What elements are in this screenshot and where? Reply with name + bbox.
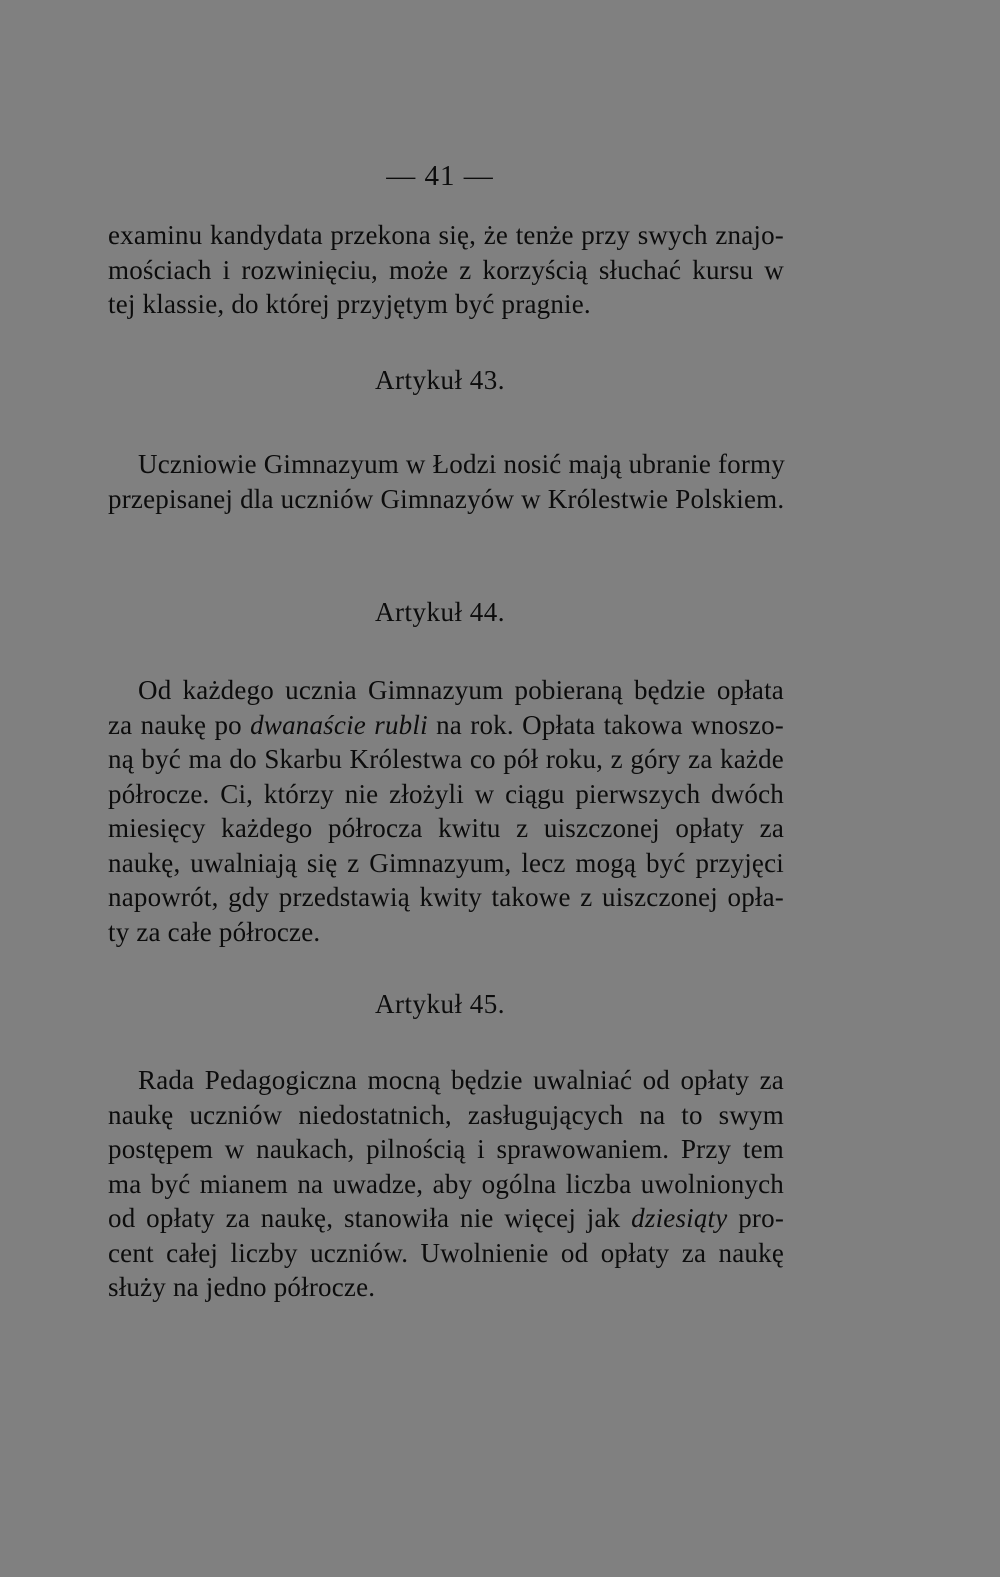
text-line: ma być mianem na uwadze, aby ogólna liczba uwolnionych [108, 1168, 784, 1199]
text-span: na rok. Opłata takowa wnoszo- [427, 709, 784, 740]
text-line: miesięcy każdego półrocza kwitu z uiszczonej opłaty za [108, 813, 784, 843]
article-43-heading: Artykuł 43. [375, 365, 505, 395]
text-line: postępem w naukach, pilnością i sprawowaniem. Przy tem [108, 1134, 784, 1164]
text-line: naukę uczniów niedostatnich, zasługujących na to swym [108, 1099, 784, 1130]
percent-italic: dziesiąty [631, 1203, 728, 1233]
text-line [108, 1201, 784, 1236]
text-line: Rada Pedagogiczna mocną będzie uwalniać od opłaty za [138, 1065, 784, 1095]
article-43-paragraph [108, 447, 784, 516]
text-line: Uczniowie Gimnazyum w Łodzi nosić mają ubranie formy [138, 449, 785, 479]
text-line: ną być ma do Skarbu Królestwa co pół roku, z góry za każde [108, 744, 784, 774]
article-44-paragraph [108, 673, 784, 949]
text-line: służy na jedno półrocze. [108, 1272, 376, 1302]
text-span: za naukę po [108, 709, 251, 740]
article-45-heading: Artykuł 45. [375, 989, 505, 1019]
fee-amount-italic: dwanaście rubli [250, 709, 428, 740]
text-line: naukę, uwalniają się z Gimnazyum, lecz mogą być przyjęci [108, 847, 784, 878]
text-span: od opłaty za naukę, stanowiła nie więcej jak [108, 1203, 632, 1233]
text-line: napowrót, gdy przedstawią kwity takowe z uiszczonej opła- [108, 882, 784, 912]
article-45-paragraph [108, 1063, 784, 1305]
text-line: ty za całe półrocze. [108, 916, 321, 947]
text-line [108, 708, 784, 743]
article-44-heading: Artykuł 44. [375, 597, 505, 627]
text-line: tej klassie, do której przyjętym być pragnie. [108, 289, 591, 319]
text-line: Od każdego ucznia Gimnazyum pobieraną będzie opłata [138, 675, 784, 705]
page-number: — 41 — [386, 160, 494, 192]
text-line: półrocze. Ci, którzy nie złożyli w ciągu pierwszych dwóch [108, 778, 784, 809]
text-line: cent całej liczby uczniów. Uwolnienie od opłaty za naukę [108, 1237, 784, 1268]
text-span: pro- [727, 1203, 785, 1233]
text-line: mościach i rozwinięciu, może z korzyścią słuchać kursu w [108, 254, 784, 285]
text-line: examinu kandydata przekona się, że tenże przy swych znajo- [108, 220, 784, 250]
intro-paragraph [108, 218, 784, 322]
text-line: przepisanej dla uczniów Gimnazyów w Królestwie Polskiem. [108, 483, 785, 514]
